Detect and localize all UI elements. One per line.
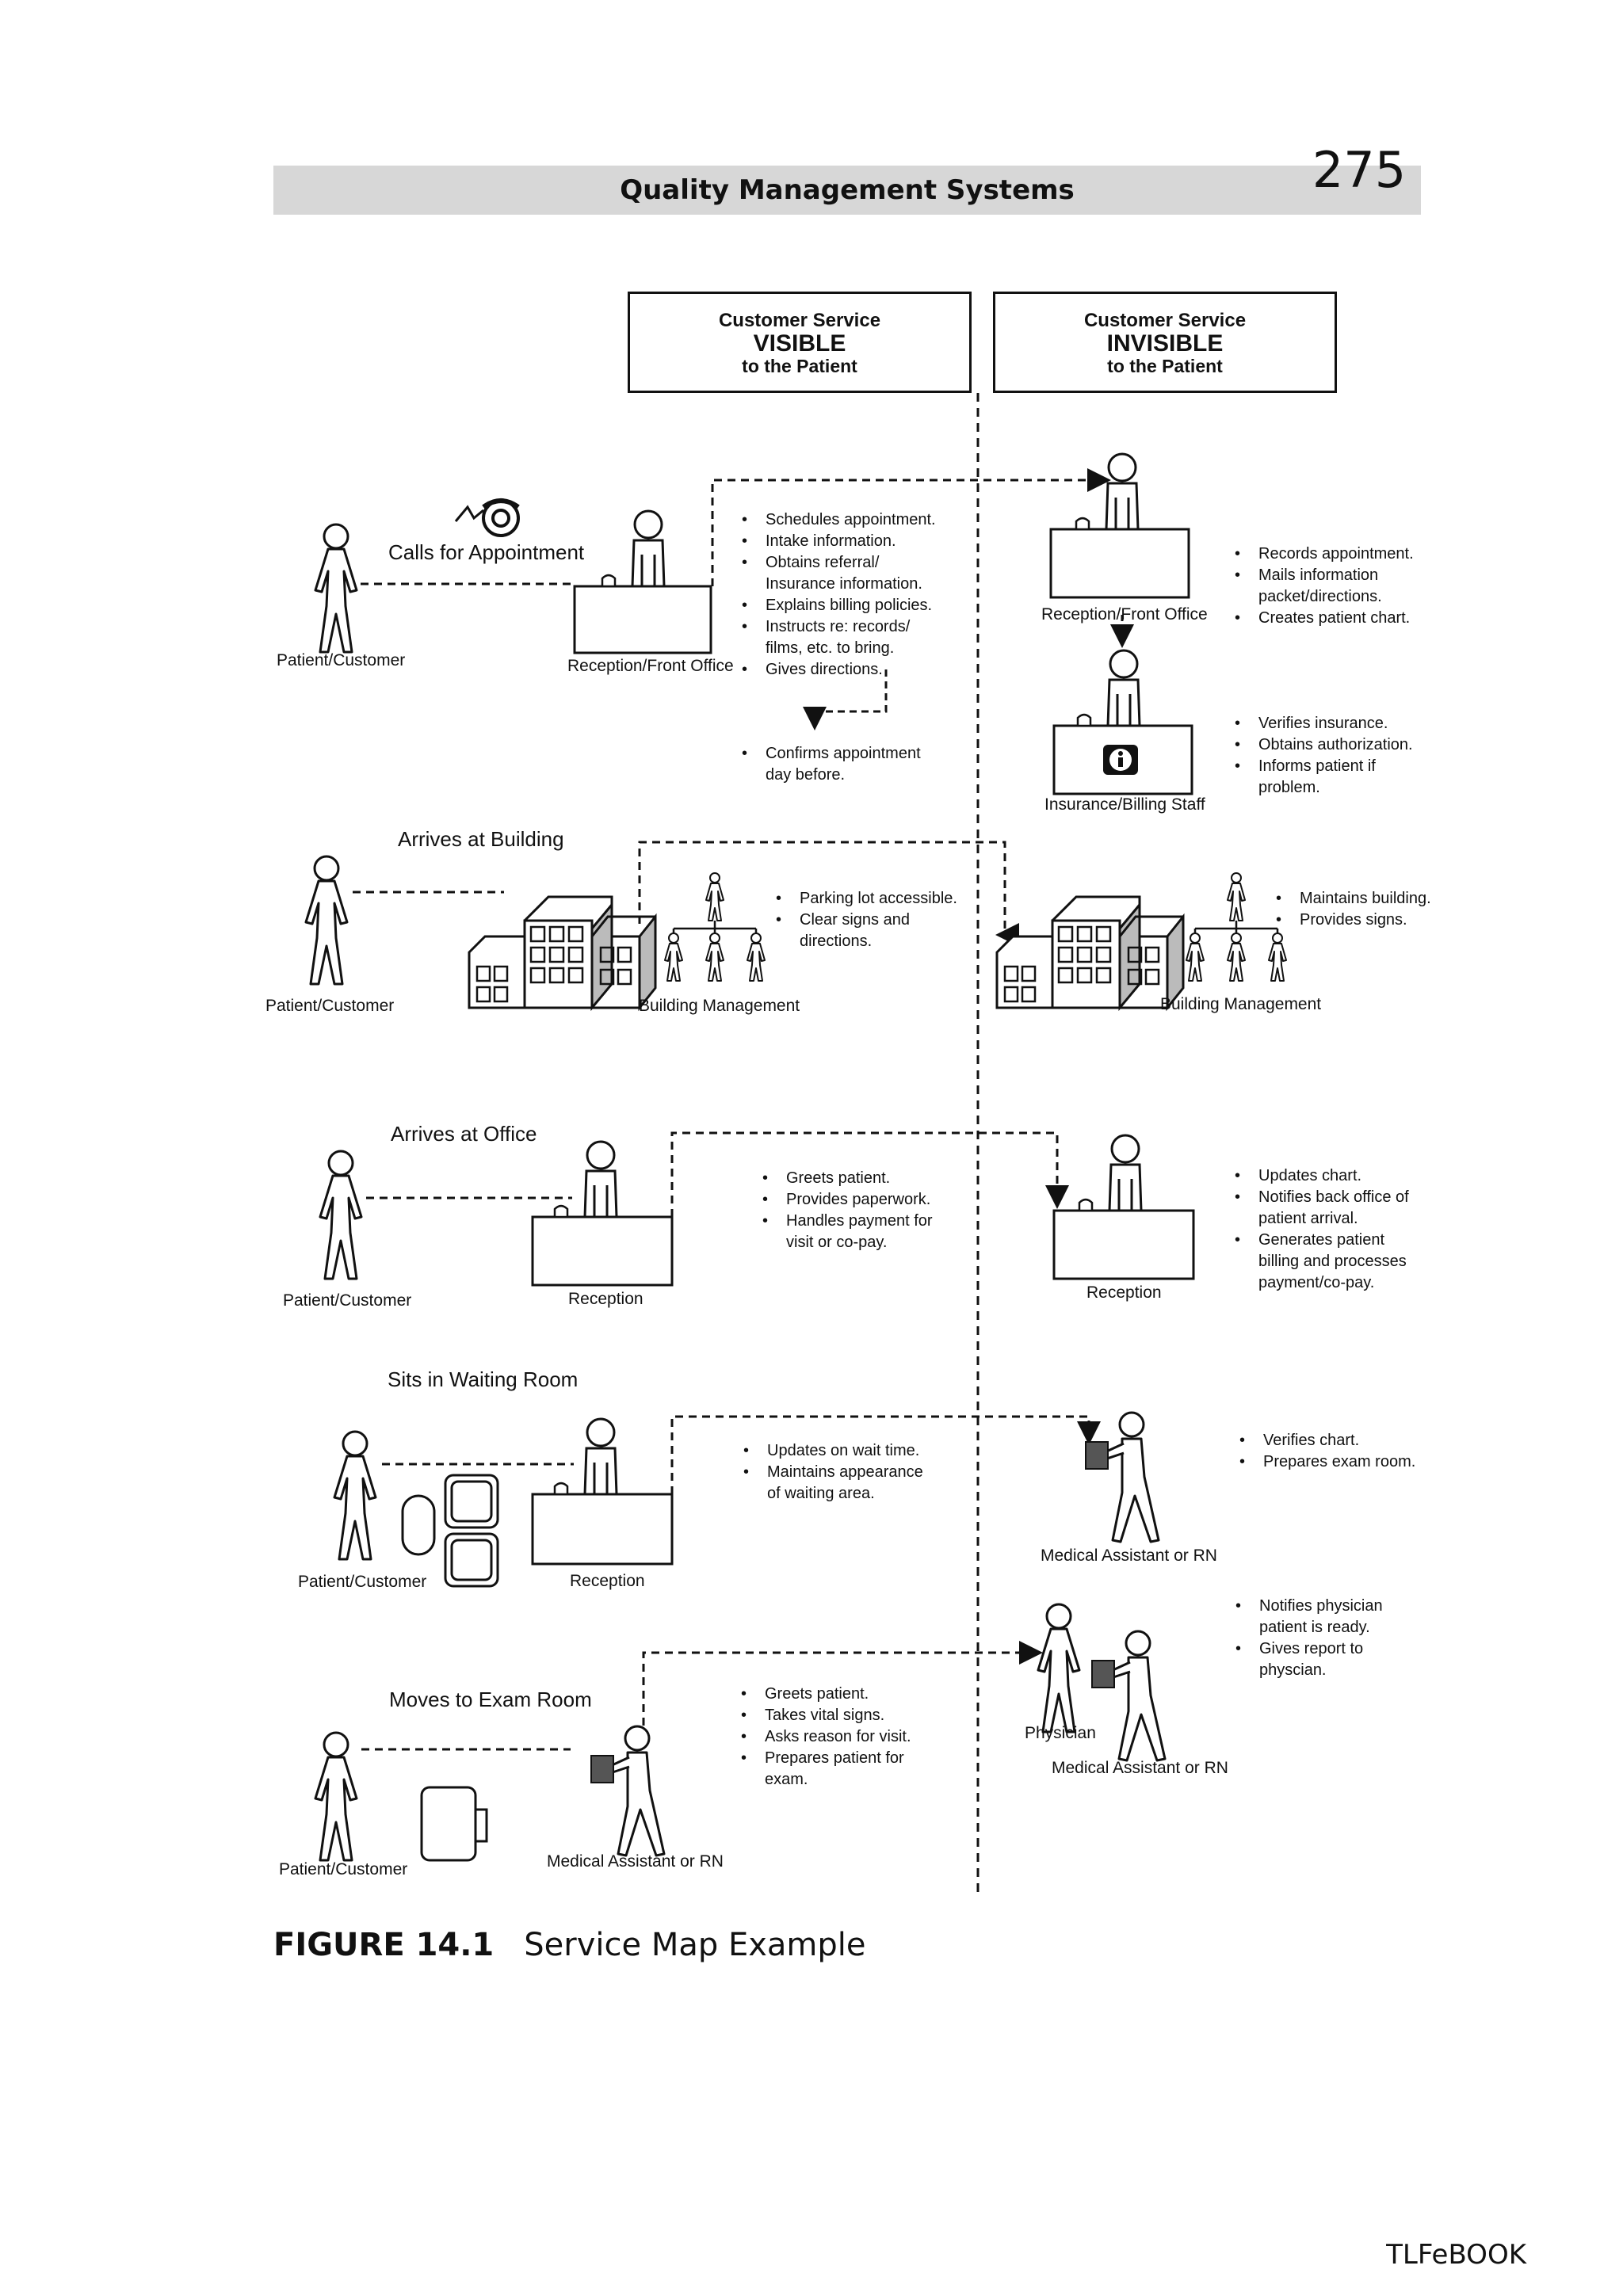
label-medical-assistant-rn: Medical Assistant or RN [1052,1759,1228,1777]
invisible-box-line3: to the Patient [1107,356,1223,376]
bullet-item: • Creates patient chart. [1258,608,1414,629]
bullets-insurance-invisible [1233,713,1413,799]
patient-customer-figure-4 [334,1432,376,1559]
bullets-exam-visible [739,1684,911,1791]
bullets-physician-invisible [1234,1596,1383,1681]
label-reception-front-office: Reception/Front Office [567,657,734,675]
medical-assistant-figure-1 [1086,1413,1159,1542]
label-reception: Reception [568,1290,643,1308]
label-building-management: Building Management [1160,995,1322,1013]
label-building-management: Building Management [639,997,800,1015]
label-insurance-billing-staff: Insurance/Billing Staff [1044,795,1205,814]
bullet-item: • Prepares patient for exam. [765,1748,911,1791]
label-reception: Reception [1086,1283,1162,1302]
visible-box-line3: to the Patient [742,356,857,376]
figure-title: Service Map Example [524,1927,866,1963]
label-medical-assistant-rn: Medical Assistant or RN [1041,1547,1217,1565]
bullet-item: • Notifies physician patient is ready. [1259,1596,1383,1638]
visible-box-line1: Customer Service [718,310,881,331]
bullet-item: • Clear signs and directions. [800,910,957,952]
bullet-item: • Instructs re: records/ films, etc. to bring. [766,616,936,659]
visible-box-line2: VISIBLE [753,330,846,357]
bullet-item: • Schedules appointment. [766,509,936,531]
bullets-waiting-visible [742,1440,923,1505]
bullet-item: • Provides signs. [1300,910,1431,931]
step-sits-in-waiting-room: Sits in Waiting Room [388,1367,579,1391]
figure-caption [273,1927,865,1963]
bullets-calls-invisible [1233,543,1414,629]
bullet-item: • Maintains appearance of waiting area. [767,1462,923,1505]
figure-label: FIGURE 14.1 [273,1927,495,1963]
label-physician: Physician [1025,1724,1096,1742]
step-arrives-at-office: Arrives at Office [391,1122,537,1146]
bullet-item: • Prepares exam room. [1263,1451,1415,1473]
bullet-item: • Obtains authorization. [1258,734,1413,756]
bullet-item: • Notifies back office of patient arrival. [1258,1187,1409,1230]
bullet-item: • Gives report to physcian. [1259,1638,1383,1681]
patient-customer-figure-1 [315,524,357,652]
exam-table [422,1787,487,1860]
bullet-item: • Mails information packet/directions. [1258,565,1414,608]
label-patient-customer: Patient/Customer [277,651,406,669]
medical-assistant-figure-2 [1092,1631,1165,1760]
bullets-waiting-invisible [1238,1430,1415,1473]
medical-assistant-figure-3 [591,1726,664,1855]
bullet-item: • Obtains referral/ Insurance information. [766,552,936,595]
waiting-chairs [445,1475,498,1586]
bullet-item: • Updates chart. [1258,1165,1409,1187]
bullet-item: • Greets patient. [765,1684,911,1705]
label-patient-customer: Patient/Customer [265,997,395,1015]
bullet-item: • Verifies chart. [1263,1430,1415,1451]
step-arrives-at-building: Arrives at Building [398,827,564,851]
label-medical-assistant-rn: Medical Assistant or RN [547,1852,724,1871]
label-patient-customer: Patient/Customer [298,1573,427,1591]
running-header-title: Quality Management Systems [620,174,1075,206]
step-moves-to-exam-room: Moves to Exam Room [389,1688,592,1711]
bullets-calls-visible [740,509,936,681]
bullet-item: • Asks reason for visit. [765,1726,911,1748]
footer-watermark: TLFeBOOK [1386,2239,1526,2271]
bullet-item: • Provides paperwork. [786,1189,933,1211]
label-patient-customer: Patient/Customer [279,1860,408,1878]
label-reception-front-office: Reception/Front Office [1041,605,1208,624]
bullet-item: • Parking lot accessible. [800,888,957,910]
bullet-item: • Intake information. [766,531,936,552]
bullet-item: • Takes vital signs. [765,1705,911,1726]
patient-customer-figure-5 [315,1733,357,1860]
bullets-confirm-visible [740,743,921,786]
bullet-item: • Updates on wait time. [767,1440,923,1462]
telephone-icon [456,501,518,536]
label-patient-customer: Patient/Customer [283,1291,412,1310]
info-icon [1103,745,1138,775]
bullets-building-invisible [1274,888,1431,931]
bullet-item: • Informs patient if problem. [1258,756,1413,799]
patient-customer-figure-3 [320,1151,361,1279]
bullet-item: • Maintains building. [1300,888,1431,910]
bullet-item: • Verifies insurance. [1258,713,1413,734]
bullets-office-visible [761,1168,933,1253]
patient-customer-figure-2 [306,856,347,984]
bullet-item: • Records appointment. [1258,543,1414,565]
bullets-building-visible [774,888,957,952]
invisible-box-line1: Customer Service [1083,310,1247,331]
label-reception: Reception [570,1572,645,1590]
waiting-table [403,1496,434,1554]
bullet-item: • Confirms appointment day before. [766,743,921,786]
bullets-office-invisible [1233,1165,1409,1294]
bullet-item: • Greets patient. [786,1168,933,1189]
page-number: 275 [1312,141,1407,199]
physician-figure [1038,1604,1079,1732]
bullet-item: • Gives directions. [766,659,936,681]
bullet-item: • Generates patient billing and processes payment/co-pay. [1258,1230,1409,1294]
bullet-item: • Handles payment for visit or co-pay. [786,1211,933,1253]
step-calls-for-appointment: Calls for Appointment [388,540,585,564]
bullet-item: • Explains billing policies. [766,595,936,616]
invisible-box-line2: INVISIBLE [1106,330,1224,357]
